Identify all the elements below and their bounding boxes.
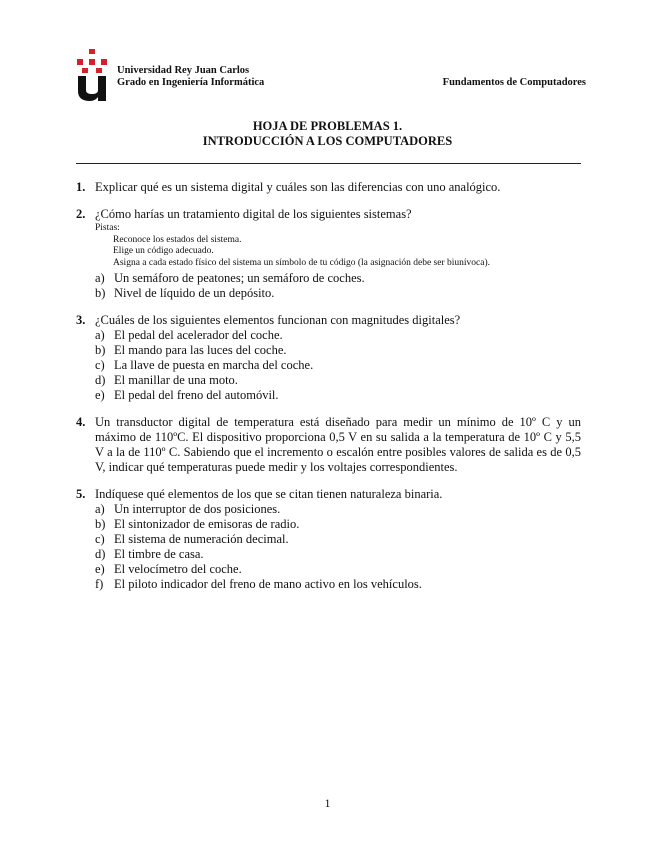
problem-5 [76, 487, 581, 592]
option-item [95, 271, 581, 286]
page-title: HOJA DE PROBLEMAS 1. [252, 119, 403, 133]
option-item [95, 532, 581, 547]
university-name: Universidad Rey Juan Carlos [117, 65, 250, 76]
problem-number: 2. [76, 207, 86, 221]
hint-item: Asigna a cada estado físico del sistema un símbolo de tu código (la asignación debe ser biunívoca). [113, 257, 490, 268]
problem-text: ¿Cuáles de los siguientes elementos funcionan con magnitudes digitales? [95, 313, 461, 327]
option-item [95, 547, 581, 562]
option-item [95, 388, 581, 403]
option-text: Nivel de líquido de un depósito. [114, 286, 275, 300]
option-text: El mando para las luces del coche. [114, 343, 287, 357]
problem-4 [76, 415, 581, 475]
option-letter: e) [95, 388, 105, 402]
option-item [95, 328, 581, 343]
option-text: La llave de puesta en marcha del coche. [114, 358, 314, 372]
option-text: El pedal del acelerador del coche. [114, 328, 283, 342]
problem-number: 3. [76, 313, 86, 327]
problem-text: Explicar qué es un sistema digital y cuáles son las diferencias con uno analógico. [95, 180, 501, 194]
option-item [95, 286, 581, 301]
option-letter: b) [95, 517, 106, 531]
page-number: 1 [324, 796, 331, 810]
hints-label: Pistas: [95, 223, 120, 233]
option-letter: a) [95, 328, 105, 342]
degree-name: Grado en Ingeniería Informática [117, 77, 265, 88]
problem-1 [76, 180, 581, 195]
option-letter: a) [95, 502, 105, 516]
problem-number: 5. [76, 487, 86, 501]
problem-text: ¿Cómo harías un tratamiento digital de los siguientes sistemas? [95, 207, 412, 221]
option-text: El sistema de numeración decimal. [114, 532, 289, 546]
problem-number: 1. [76, 180, 86, 194]
option-text: Un interruptor de dos posiciones. [114, 502, 281, 516]
problem-text: Indíquese qué elementos de los que se citan tienen naturaleza binaria. [95, 487, 443, 501]
option-letter: f) [95, 577, 104, 591]
option-text: El velocímetro del coche. [114, 562, 242, 576]
problem-text: Un transductor digital de temperatura está diseñado para medir un mínimo de 10º C y un máximo de 110ºC. El dispositivo proporciona 0,5 V en su salida a la temperatura de 10º C y 5,5 V a la de 110º C. Sabiendo que el incremento o escalón entre posibles valores de salida es de 0,5 V, indicar qué temperaturas puede medir y los voltajes correspondientes. [95, 415, 581, 474]
option-letter: b) [95, 286, 106, 300]
option-item [95, 343, 581, 358]
hints-block [95, 223, 581, 269]
option-item [95, 577, 581, 592]
problem-list [76, 180, 581, 604]
university-logo-icon [76, 49, 108, 101]
option-letter: c) [95, 358, 105, 372]
option-text: El timbre de casa. [114, 547, 204, 561]
problem-number: 4. [76, 415, 86, 429]
problem-2 [76, 207, 581, 301]
option-letter: d) [95, 373, 106, 387]
option-item [95, 358, 581, 373]
option-item [95, 517, 581, 532]
header-divider [76, 163, 581, 164]
hint-item: Elige un código adecuado. [113, 246, 214, 256]
hint-item: Reconoce los estados del sistema. [113, 234, 242, 245]
option-item [95, 373, 581, 388]
option-item [95, 502, 581, 517]
option-text: El piloto indicador del freno de mano activo en los vehículos. [114, 577, 422, 591]
option-text: El pedal del freno del automóvil. [114, 388, 279, 402]
option-text: El sintonizador de emisoras de radio. [114, 517, 300, 531]
option-letter: e) [95, 562, 105, 576]
option-item [95, 562, 581, 577]
option-letter: c) [95, 532, 105, 546]
problem-3 [76, 313, 581, 403]
header-left [117, 65, 264, 89]
option-letter: b) [95, 343, 106, 357]
option-text: El manillar de una moto. [114, 373, 238, 387]
option-letter: d) [95, 547, 106, 561]
option-text: Un semáforo de peatones; un semáforo de coches. [114, 271, 365, 285]
option-letter: a) [95, 271, 105, 285]
course-name: Fundamentos de Computadores [442, 77, 586, 88]
page-subtitle: INTRODUCCIÓN A LOS COMPUTADORES [202, 134, 453, 148]
